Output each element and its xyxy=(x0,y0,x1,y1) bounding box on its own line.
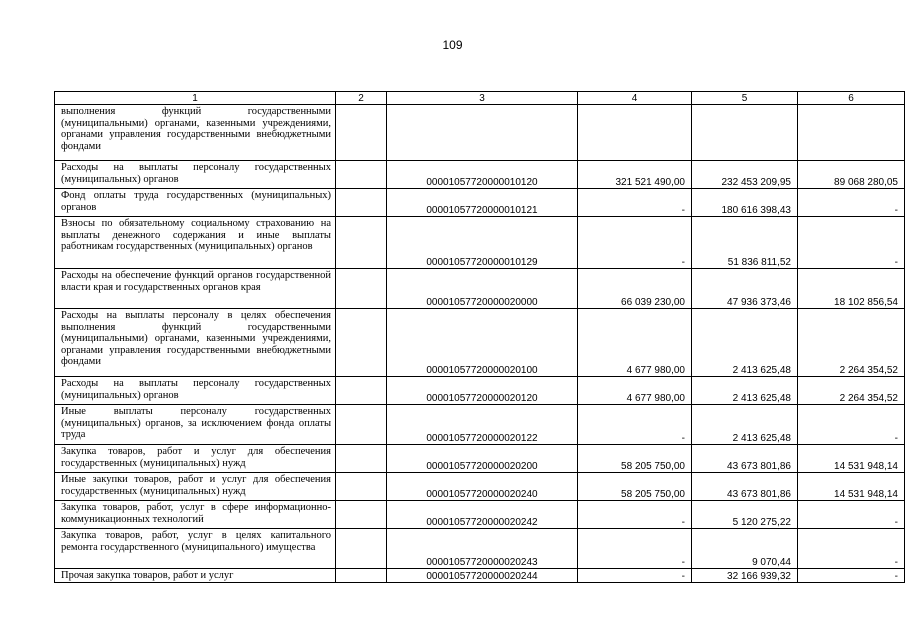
row-code: 00001057720000010120 xyxy=(387,161,578,189)
row-value-col6: 14 531 948,14 xyxy=(798,473,905,501)
row-value-col6: 18 102 856,54 xyxy=(798,269,905,309)
row-code: 00001057720000020000 xyxy=(387,269,578,309)
row-value-col6: - xyxy=(798,501,905,529)
row-value-col4: 58 205 750,00 xyxy=(578,445,692,473)
row-value-col5: 2 413 625,48 xyxy=(692,405,798,445)
row-value-col4: - xyxy=(578,569,692,583)
row-description: Расходы на обеспечение функций органов государственной власти края и государственных органов края xyxy=(55,269,336,309)
row-value-col4 xyxy=(578,105,692,161)
row-description: Взносы по обязательному социальному страхованию на выплаты денежного содержания и иные выплаты работникам государственных (муниципальных) органов xyxy=(55,217,336,269)
row-description: Закупка товаров, работ и услуг для обеспечения государственных (муниципальных) нужд xyxy=(55,445,336,473)
row-value-col6: - xyxy=(798,217,905,269)
row-description: Расходы на выплаты персоналу в целях обеспечения выполнения функций государственными (муниципальными) органами, казенными учреждениями, органами управления государственными внебюджетными фондами xyxy=(55,309,336,377)
table-row xyxy=(55,569,905,583)
table-row xyxy=(55,161,905,189)
page-number: 109 xyxy=(442,38,463,52)
row-value-col4: 4 677 980,00 xyxy=(578,377,692,405)
row-value-col5: 43 673 801,86 xyxy=(692,473,798,501)
row-column-2 xyxy=(336,501,387,529)
row-description: Закупка товаров, работ, услуг в сфере информационно-коммуникационных технологий xyxy=(55,501,336,529)
row-value-col6: 2 264 354,52 xyxy=(798,377,905,405)
row-description: Закупка товаров, работ, услуг в целях капитального ремонта государственного (муниципального) имущества xyxy=(55,529,336,569)
row-description: Иные выплаты персоналу государственных (муниципальных) органов, за исключением фонда оплаты труда xyxy=(55,405,336,445)
column-header: 1 xyxy=(55,92,336,105)
row-value-col5: 2 413 625,48 xyxy=(692,377,798,405)
row-code: 00001057720000020240 xyxy=(387,473,578,501)
row-column-2 xyxy=(336,569,387,583)
row-value-col6: - xyxy=(798,405,905,445)
row-code: 00001057720000020120 xyxy=(387,377,578,405)
row-column-2 xyxy=(336,269,387,309)
row-column-2 xyxy=(336,105,387,161)
row-value-col6: 14 531 948,14 xyxy=(798,445,905,473)
column-header: 6 xyxy=(798,92,905,105)
row-value-col5: 232 453 209,95 xyxy=(692,161,798,189)
row-column-2 xyxy=(336,473,387,501)
row-value-col6: - xyxy=(798,529,905,569)
column-header: 2 xyxy=(336,92,387,105)
row-value-col4: - xyxy=(578,405,692,445)
table-row xyxy=(55,217,905,269)
row-description: Фонд оплаты труда государственных (муниципальных) органов xyxy=(55,189,336,217)
row-column-2 xyxy=(336,445,387,473)
row-code xyxy=(387,105,578,161)
table-row xyxy=(55,473,905,501)
row-column-2 xyxy=(336,217,387,269)
row-value-col6: - xyxy=(798,569,905,583)
row-value-col5: 9 070,44 xyxy=(692,529,798,569)
row-code: 00001057720000020243 xyxy=(387,529,578,569)
row-column-2 xyxy=(336,189,387,217)
row-code: 00001057720000020244 xyxy=(387,569,578,583)
row-column-2 xyxy=(336,377,387,405)
row-code: 00001057720000020122 xyxy=(387,405,578,445)
row-description: выполнения функций государственными (муниципальными) органами, казенными учреждениями, органами управления государственными внебюджетными фондами xyxy=(55,105,336,161)
row-description: Иные закупки товаров, работ и услуг для обеспечения государственных (муниципальных) нужд xyxy=(55,473,336,501)
column-header: 3 xyxy=(387,92,578,105)
budget-table xyxy=(54,91,905,583)
row-code: 00001057720000020242 xyxy=(387,501,578,529)
row-value-col4: 321 521 490,00 xyxy=(578,161,692,189)
table-row xyxy=(55,529,905,569)
row-column-2 xyxy=(336,161,387,189)
row-description: Расходы на выплаты персоналу государственных (муниципальных) органов xyxy=(55,161,336,189)
column-header: 4 xyxy=(578,92,692,105)
row-value-col5 xyxy=(692,105,798,161)
table-row xyxy=(55,377,905,405)
column-header: 5 xyxy=(692,92,798,105)
table-row xyxy=(55,405,905,445)
table-row xyxy=(55,445,905,473)
row-value-col5: 2 413 625,48 xyxy=(692,309,798,377)
row-code: 00001057720000010121 xyxy=(387,189,578,217)
row-value-col5: 47 936 373,46 xyxy=(692,269,798,309)
row-value-col5: 32 166 939,32 xyxy=(692,569,798,583)
row-value-col4: 66 039 230,00 xyxy=(578,269,692,309)
row-value-col4: - xyxy=(578,189,692,217)
table-row xyxy=(55,105,905,161)
row-value-col6: - xyxy=(798,189,905,217)
table-row xyxy=(55,309,905,377)
row-description: Расходы на выплаты персоналу государственных (муниципальных) органов xyxy=(55,377,336,405)
row-column-2 xyxy=(336,309,387,377)
row-column-2 xyxy=(336,405,387,445)
row-code: 00001057720000010129 xyxy=(387,217,578,269)
row-value-col4: - xyxy=(578,217,692,269)
row-code: 00001057720000020200 xyxy=(387,445,578,473)
table-header-row xyxy=(55,92,905,105)
row-value-col6: 89 068 280,05 xyxy=(798,161,905,189)
row-code: 00001057720000020100 xyxy=(387,309,578,377)
table-row xyxy=(55,189,905,217)
row-value-col5: 5 120 275,22 xyxy=(692,501,798,529)
row-value-col4: 4 677 980,00 xyxy=(578,309,692,377)
row-column-2 xyxy=(336,529,387,569)
row-value-col4: 58 205 750,00 xyxy=(578,473,692,501)
row-value-col6 xyxy=(798,105,905,161)
row-value-col4: - xyxy=(578,529,692,569)
row-value-col5: 43 673 801,86 xyxy=(692,445,798,473)
table-row xyxy=(55,269,905,309)
row-value-col5: 51 836 811,52 xyxy=(692,217,798,269)
row-value-col5: 180 616 398,43 xyxy=(692,189,798,217)
row-value-col6: 2 264 354,52 xyxy=(798,309,905,377)
table-row xyxy=(55,501,905,529)
row-description: Прочая закупка товаров, работ и услуг xyxy=(55,569,336,583)
row-value-col4: - xyxy=(578,501,692,529)
